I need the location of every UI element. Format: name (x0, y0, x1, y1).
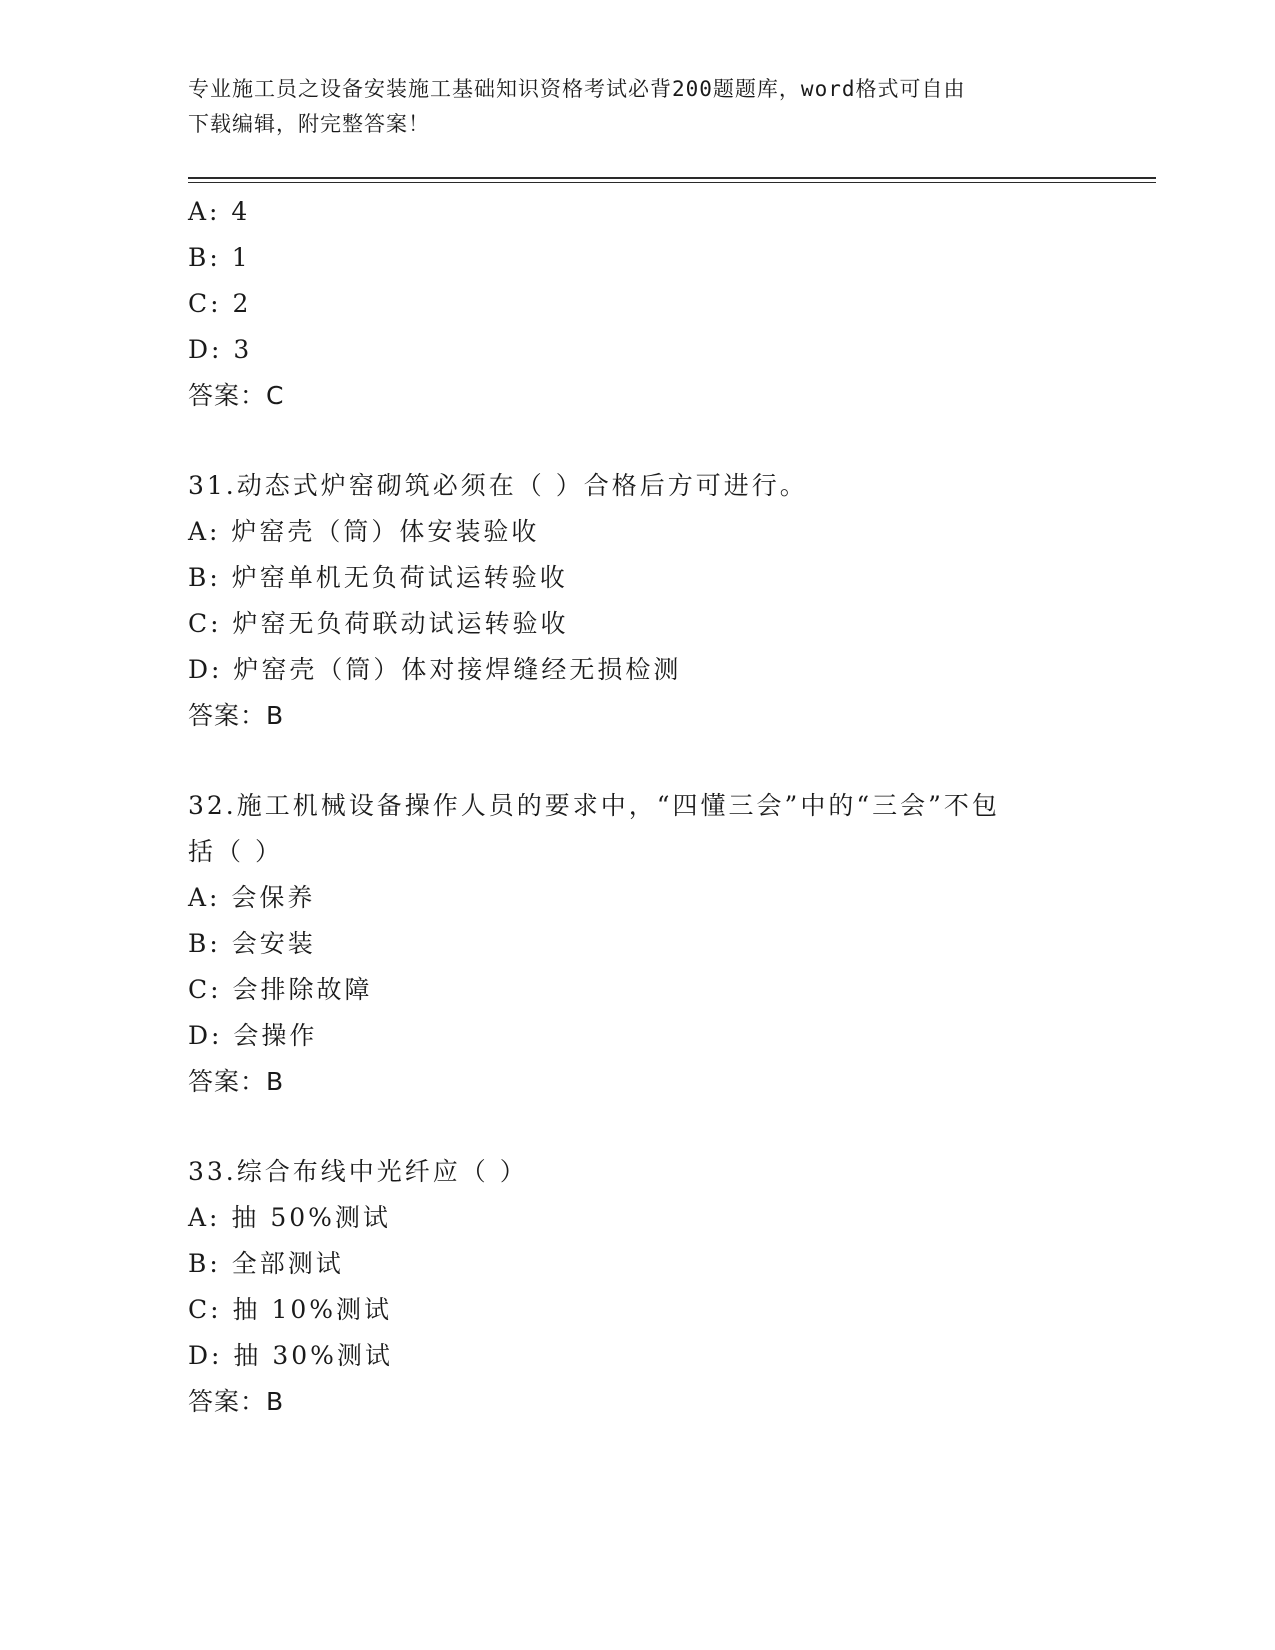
option-c: C: 抽 10%测试 (188, 1295, 393, 1324)
question-block-33 (188, 1149, 1088, 1425)
question-stem-line-1: 32.施工机械设备操作人员的要求中，“四懂三会”中的“三会”不包 (188, 791, 1000, 820)
option-b: B: 会安装 (188, 929, 316, 958)
option-c: C: 会排除故障 (188, 975, 373, 1004)
option-a: A: 4 (188, 197, 251, 226)
question-stem-line-2: 括（ ） (188, 837, 283, 866)
option-b: B: 1 (188, 243, 251, 272)
option-a: A: 会保养 (188, 883, 316, 912)
option-b: B: 炉窑单机无负荷试运转验收 (188, 563, 568, 592)
option-a: A: 炉窑壳（筒）体安装验收 (188, 517, 540, 546)
option-d: D: 3 (188, 335, 253, 364)
question-stem: 31.动态式炉窑砌筑必须在（ ）合格后方可进行。 (188, 471, 808, 500)
answer-line: 答案：B (188, 1387, 285, 1416)
option-c: C: 2 (188, 289, 252, 318)
question-block-prev (188, 189, 1088, 419)
option-d: D: 抽 30%测试 (188, 1341, 393, 1370)
question-block-31 (188, 463, 1088, 739)
question-list (188, 189, 1088, 1425)
option-b: B: 全部测试 (188, 1249, 344, 1278)
question-block-32 (188, 783, 1088, 1105)
option-d: D: 会操作 (188, 1021, 318, 1050)
header-divider-thick (188, 177, 1156, 179)
option-d: D: 炉窑壳（筒）体对接焊缝经无损检测 (188, 655, 682, 684)
header-divider-thin (188, 182, 1156, 183)
header-line-2: 下载编辑，附完整答案！ (188, 112, 430, 136)
answer-line: 答案：C (188, 381, 285, 410)
option-a: A: 抽 50%测试 (188, 1203, 391, 1232)
document-header (188, 72, 1068, 142)
option-c: C: 炉窑无负荷联动试运转验收 (188, 609, 569, 638)
answer-line: 答案：B (188, 1067, 285, 1096)
answer-line: 答案：B (188, 701, 285, 730)
header-line-1: 专业施工员之设备安装施工基础知识资格考试必背200题题库，word格式可自由 (188, 77, 966, 101)
question-stem: 33.综合布线中光纤应（ ） (188, 1157, 528, 1186)
